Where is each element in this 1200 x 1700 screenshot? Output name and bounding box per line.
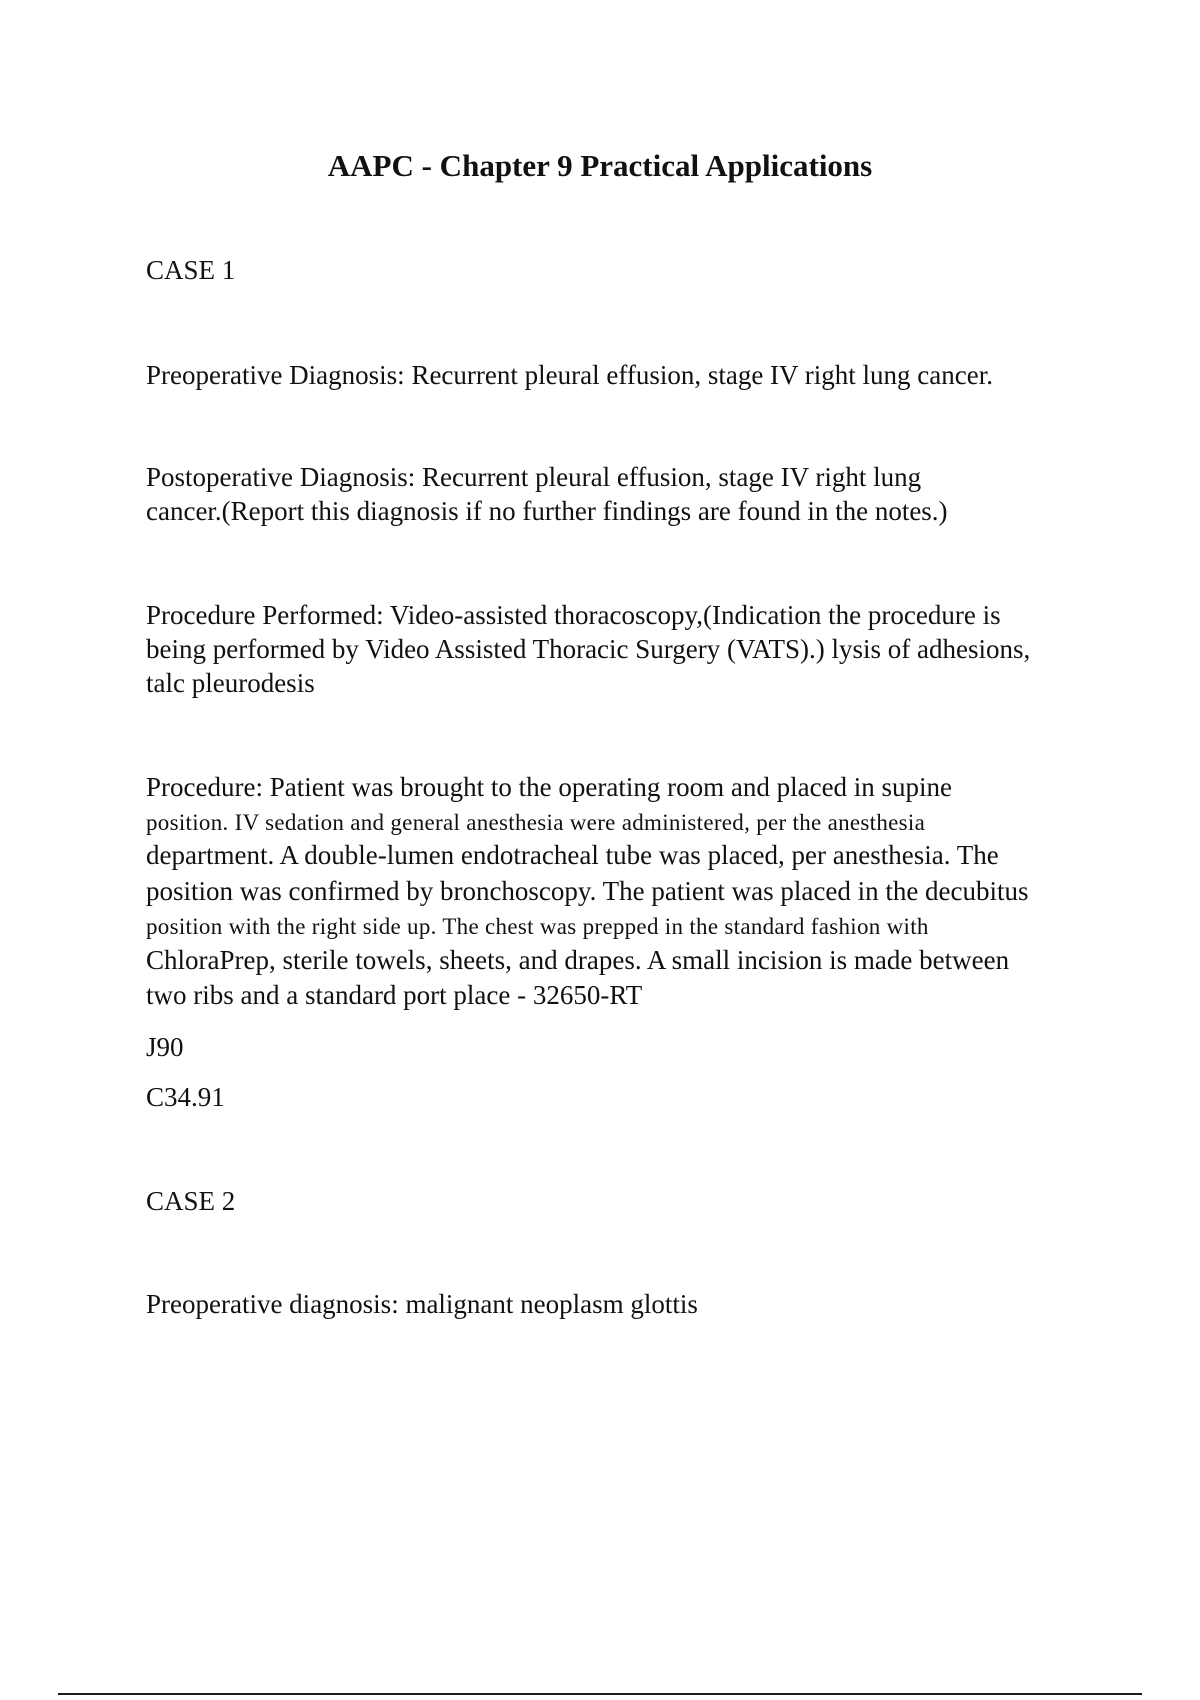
case-2-preoperative-diagnosis: Preoperative diagnosis: malignant neoplasm glottis xyxy=(146,1289,698,1319)
diagnosis-code: J90 xyxy=(146,1032,184,1062)
case-1-heading: CASE 1 xyxy=(146,255,236,285)
document-title: AAPC - Chapter 9 Practical Applications xyxy=(327,148,873,183)
page-bottom-rule xyxy=(58,1693,1142,1695)
case-1-preoperative-diagnosis: Preoperative Diagnosis: Recurrent pleural effusion, stage IV right lung cancer. xyxy=(146,360,993,390)
case-1-procedure-performed-line: Procedure Performed: Video-assisted thoracoscopy,(Indication the procedure is xyxy=(146,600,1001,630)
case-2-heading: CASE 2 xyxy=(146,1186,236,1216)
case-1-procedure-line: position. IV sedation and general anesthesia were administered, per the anesthesia xyxy=(146,810,926,835)
case-1-procedure-line: position was confirmed by bronchoscopy. The patient was placed in the decubitus xyxy=(146,876,1029,906)
case-1-procedure-line: two ribs and a standard port place - 32650-RT xyxy=(146,980,643,1010)
case-1-procedure-performed-line: being performed by Video Assisted Thoracic Surgery (VATS).) lysis of adhesions, xyxy=(146,634,1031,664)
case-1-postoperative-diagnosis-line: cancer.(Report this diagnosis if no further findings are found in the notes.) xyxy=(146,496,948,526)
case-1-procedure-line: ChloraPrep, sterile towels, sheets, and drapes. A small incision is made between xyxy=(146,945,1010,975)
case-1-procedure-line: Procedure: Patient was brought to the operating room and placed in supine xyxy=(146,772,953,802)
diagnosis-code: C34.91 xyxy=(146,1082,225,1112)
case-1-procedure-line: department. A double-lumen endotracheal tube was placed, per anesthesia. The xyxy=(146,840,999,870)
case-1-postoperative-diagnosis-line: Postoperative Diagnosis: Recurrent pleural effusion, stage IV right lung xyxy=(146,462,922,492)
case-1-procedure-performed-line: talc pleurodesis xyxy=(146,668,315,698)
case-1-procedure-line: position with the right side up. The chest was prepped in the standard fashion with xyxy=(146,914,929,939)
